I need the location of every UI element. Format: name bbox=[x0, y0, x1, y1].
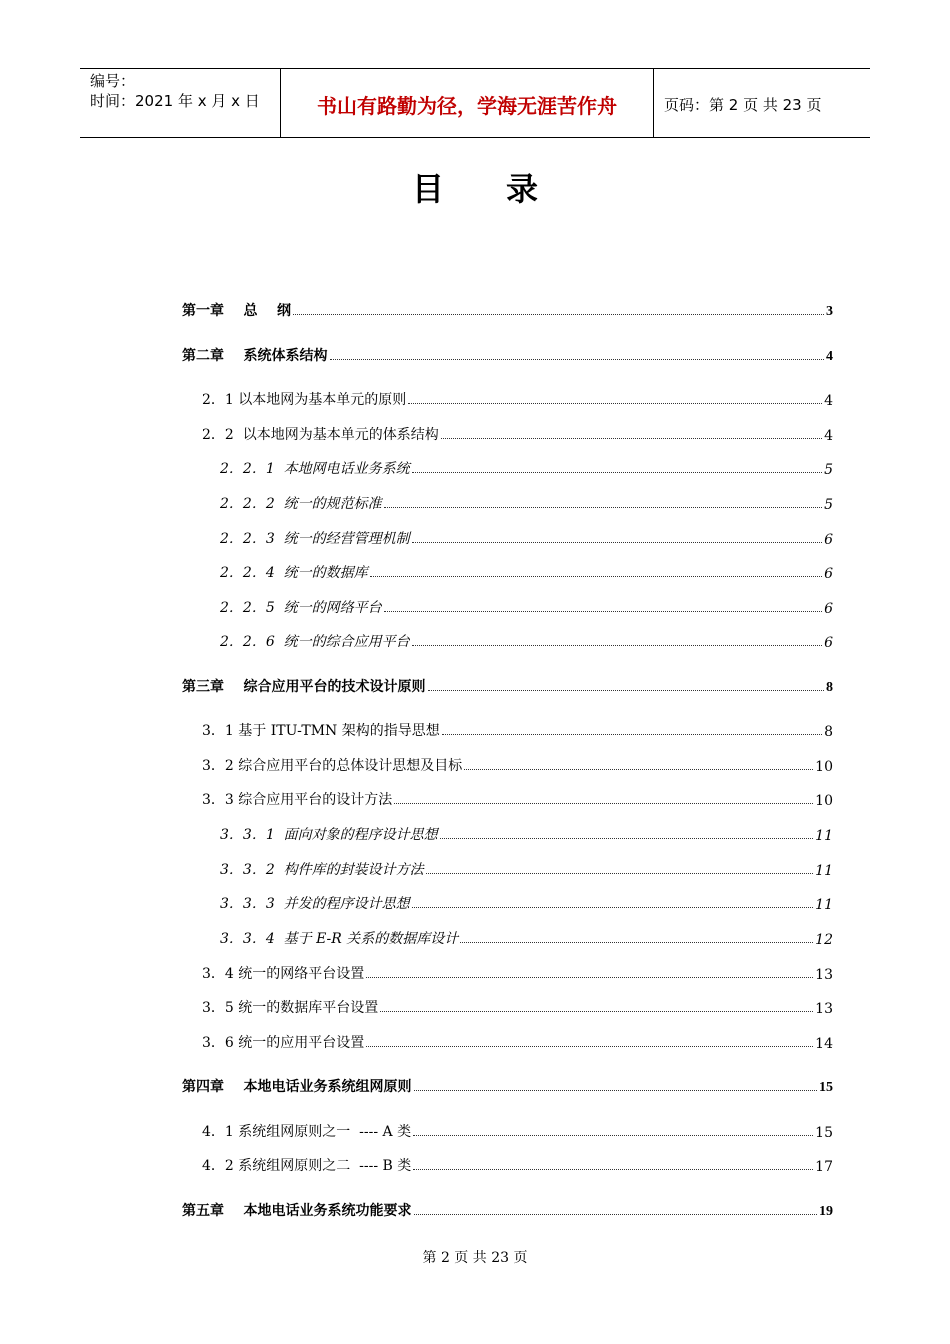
toc-entry-label: 2．2．2 统一的规范标准 bbox=[220, 496, 382, 512]
toc-entry[interactable] bbox=[202, 1117, 833, 1141]
toc-entry[interactable] bbox=[220, 558, 833, 582]
toc-entry-label: 3．4 统一的网络平台设置 bbox=[202, 966, 365, 982]
toc-leader bbox=[293, 313, 824, 315]
toc-entry-label: 3．5 统一的数据库平台设置 bbox=[202, 1000, 379, 1016]
toc-leader bbox=[413, 1168, 813, 1170]
toc-entry[interactable] bbox=[182, 296, 833, 320]
toc-leader bbox=[460, 941, 813, 943]
toc-entry-label: 3．3．2 构件库的封装设计方法 bbox=[220, 862, 424, 878]
toc-entry-page: 6 bbox=[824, 601, 833, 617]
header-time-label: 时间：2021 年 x 月 x 日 bbox=[90, 92, 260, 110]
toc-entry-page: 5 bbox=[824, 497, 833, 513]
toc-entry[interactable] bbox=[202, 420, 833, 444]
toc-entry-page: 13 bbox=[815, 967, 833, 983]
toc-leader bbox=[442, 733, 822, 735]
toc-entry-label: 2．2 以本地网为基本单元的体系结构 bbox=[202, 427, 439, 443]
toc-entry-page: 12 bbox=[815, 932, 833, 948]
toc-entry-page: 8 bbox=[826, 680, 833, 695]
toc-leader bbox=[413, 1134, 813, 1136]
toc-entry-page: 8 bbox=[824, 724, 833, 740]
toc-entry-page: 5 bbox=[824, 462, 833, 478]
toc-entry-label: 第四章 本地电话业务系统组网原则 bbox=[182, 1079, 412, 1095]
toc-entry[interactable] bbox=[202, 993, 833, 1017]
toc-entry-label: 2．2．5 统一的网络平台 bbox=[220, 600, 382, 616]
page-header bbox=[80, 68, 870, 138]
toc-entry[interactable] bbox=[182, 1196, 833, 1220]
toc-entry-page: 17 bbox=[815, 1159, 833, 1175]
toc-leader bbox=[384, 506, 822, 508]
toc-entry-label: 第三章 综合应用平台的技术设计原则 bbox=[182, 679, 426, 695]
toc-leader bbox=[366, 1045, 813, 1047]
toc-leader bbox=[414, 1213, 818, 1215]
toc-leader bbox=[440, 837, 814, 839]
toc-leader bbox=[408, 402, 822, 404]
toc-entry-page: 11 bbox=[815, 863, 833, 879]
toc-leader bbox=[380, 1010, 813, 1012]
toc-entry[interactable] bbox=[220, 855, 833, 879]
toc-leader bbox=[414, 1089, 818, 1091]
toc-entry[interactable] bbox=[202, 751, 833, 775]
toc-entry-page: 3 bbox=[826, 304, 833, 319]
toc-entry-label: 3．3．1 面向对象的程序设计思想 bbox=[220, 827, 438, 843]
toc-entry[interactable] bbox=[202, 1028, 833, 1052]
toc-entry-label: 3．3．4 基于 E-R 关系的数据库设计 bbox=[220, 931, 459, 947]
toc-leader bbox=[412, 906, 814, 908]
toc-leader bbox=[426, 872, 814, 874]
title-char-1: 目 bbox=[411, 170, 444, 208]
toc-entry-page: 11 bbox=[815, 897, 833, 913]
toc-entry-page: 6 bbox=[824, 532, 833, 548]
toc-entry[interactable] bbox=[220, 627, 833, 651]
toc-entry-page: 4 bbox=[824, 428, 833, 444]
toc-entry[interactable] bbox=[182, 672, 833, 696]
toc-entry-page: 19 bbox=[819, 1204, 833, 1219]
toc-entry-label: 2．1 以本地网为基本单元的原则 bbox=[202, 392, 407, 408]
toc-entry-label: 第一章 总 纲 bbox=[182, 303, 291, 319]
toc-entry[interactable] bbox=[202, 785, 833, 809]
header-motto: 书山有路勤为径，学海无涯苦作舟 bbox=[281, 69, 654, 137]
title-char-2: 录 bbox=[506, 170, 539, 208]
toc-entry-label: 4．1 系统组网原则之一 ---- A 类 bbox=[202, 1124, 412, 1140]
toc-entry[interactable] bbox=[220, 593, 833, 617]
toc-leader bbox=[394, 802, 813, 804]
toc-entry-page: 6 bbox=[824, 635, 833, 651]
toc-entry[interactable] bbox=[202, 716, 833, 740]
toc-leader bbox=[384, 610, 822, 612]
toc-leader bbox=[366, 976, 813, 978]
toc-entry[interactable] bbox=[220, 924, 833, 948]
toc-leader bbox=[330, 358, 825, 360]
toc-entry-label: 2．2．3 统一的经营管理机制 bbox=[220, 531, 410, 547]
page-footer: 第 2 页 共 23 页 bbox=[422, 1250, 528, 1266]
toc-entry[interactable] bbox=[202, 385, 833, 409]
header-number-label: 编号： bbox=[90, 72, 136, 90]
toc-entry-label: 3．3 综合应用平台的设计方法 bbox=[202, 792, 393, 808]
toc-leader bbox=[441, 437, 822, 439]
toc-leader bbox=[412, 644, 822, 646]
toc-entry[interactable] bbox=[220, 524, 833, 548]
toc-entry-page: 15 bbox=[819, 1080, 833, 1095]
toc-entry-label: 2．2．4 统一的数据库 bbox=[220, 565, 368, 581]
toc-leader bbox=[464, 768, 813, 770]
toc-leader bbox=[428, 689, 825, 691]
toc-entry[interactable] bbox=[202, 959, 833, 983]
toc-entry-label: 3．3．3 并发的程序设计思想 bbox=[220, 896, 410, 912]
toc-entry-label: 第二章 系统体系结构 bbox=[182, 348, 328, 364]
toc-entry-page: 15 bbox=[815, 1125, 833, 1141]
toc-entry-page: 10 bbox=[815, 759, 833, 775]
toc-entry[interactable] bbox=[182, 341, 833, 365]
toc-entry-page: 4 bbox=[826, 349, 833, 364]
toc-entry-label: 3．6 统一的应用平台设置 bbox=[202, 1035, 365, 1051]
toc-entry-label: 2．2．1 本地网电话业务系统 bbox=[220, 461, 410, 477]
header-meta-cell bbox=[80, 69, 281, 137]
toc-entry-label: 2．2．6 统一的综合应用平台 bbox=[220, 634, 410, 650]
header-page-info: 页码：第 2 页 共 23 页 bbox=[664, 95, 822, 114]
toc-entry[interactable] bbox=[220, 820, 833, 844]
toc-entry[interactable] bbox=[220, 889, 833, 913]
toc-entry[interactable] bbox=[202, 1151, 833, 1175]
toc-entry-label: 4．2 系统组网原则之二 ---- B 类 bbox=[202, 1158, 412, 1174]
toc-leader bbox=[370, 575, 822, 577]
toc-entry[interactable] bbox=[220, 489, 833, 513]
toc-entry-page: 11 bbox=[815, 828, 833, 844]
toc-entry-page: 13 bbox=[815, 1001, 833, 1017]
toc-entry-label: 3．1 基于 ITU-TMN 架构的指导思想 bbox=[202, 723, 440, 739]
page-title bbox=[0, 164, 950, 210]
toc-leader bbox=[412, 541, 822, 543]
toc-entry-page: 4 bbox=[824, 393, 833, 409]
toc-entry-page: 10 bbox=[815, 793, 833, 809]
toc-entry-label: 第五章 本地电话业务系统功能要求 bbox=[182, 1203, 412, 1219]
toc-entry-page: 14 bbox=[815, 1036, 833, 1052]
toc-entry-label: 3．2 综合应用平台的总体设计思想及目标 bbox=[202, 758, 463, 774]
toc-entry-page: 6 bbox=[824, 566, 833, 582]
toc-entry[interactable] bbox=[182, 1072, 833, 1096]
toc-entry[interactable] bbox=[220, 454, 833, 478]
toc-leader bbox=[412, 471, 822, 473]
